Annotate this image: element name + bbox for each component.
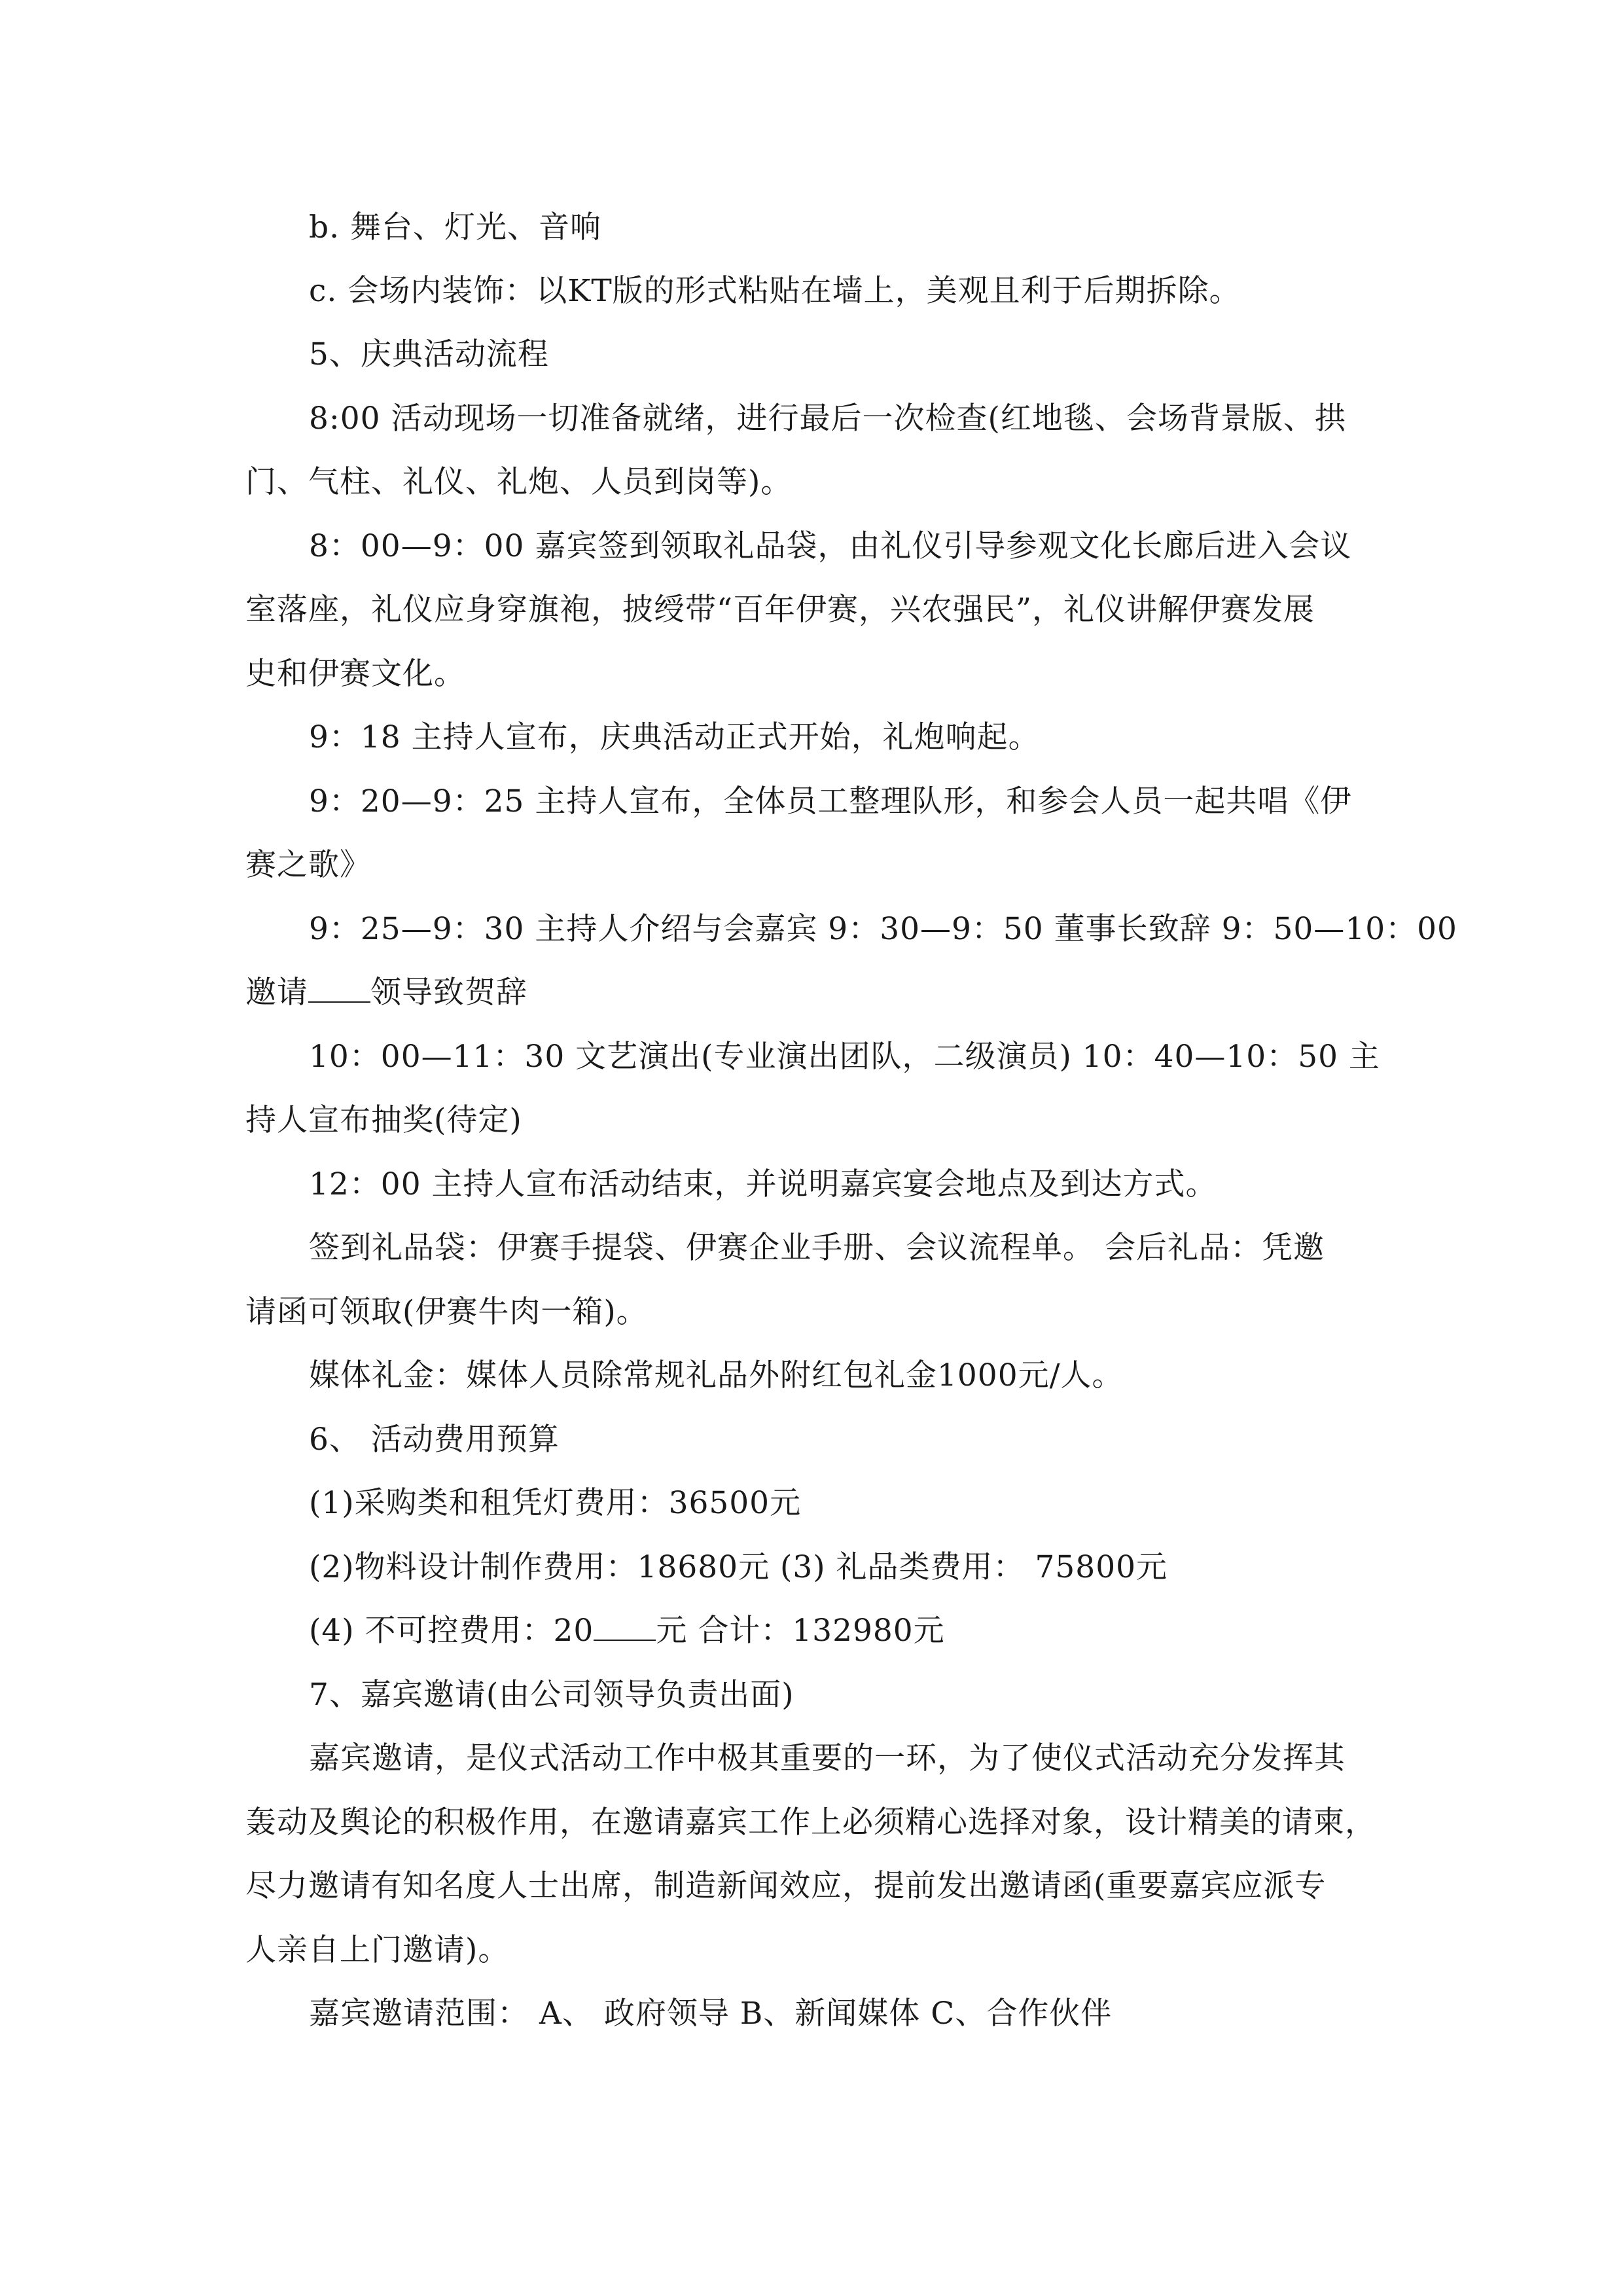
text-line: 请函可领取(伊赛牛肉一箱)。 (245, 1294, 648, 1330)
text-line (309, 1611, 945, 1651)
text-span: 领导致贺辞 (370, 975, 527, 1011)
section-heading: 6、 活动费用预算 (309, 1422, 560, 1458)
text-line: 12：00 主持人宣布活动结束，并说明嘉宾宴会地点及到达方式。 (309, 1166, 1217, 1202)
text-line: 9：25—9：30 主持人介绍与会嘉宾 9：30—9：50 董事长致辞 9：50—10：00 (309, 911, 1457, 947)
text-line (245, 973, 527, 1013)
text-line: 史和伊赛文化。 (245, 656, 465, 692)
text-line: 签到礼品袋：伊赛手提袋、伊赛企业手册、会议流程单。 会后礼品：凭邀 (309, 1230, 1325, 1266)
text-line: 嘉宾邀请，是仪式活动工作中极其重要的一环，为了使仪式活动充分发挥其 (309, 1740, 1346, 1776)
text-line: (1)采购类和租凭灯费用：36500元 (309, 1485, 802, 1521)
text-line: 尽力邀请有知名度人士出席，制造新闻效应，提前发出邀请函(重要嘉宾应派专 (245, 1868, 1327, 1904)
text-line: b. 舞台、灯光、音响 (309, 209, 601, 245)
text-line: 嘉宾邀请范围： A、 政府领导 B、新闻媒体 C、合作伙伴 (309, 1996, 1113, 2032)
text-line: 媒体礼金：媒体人员除常规礼品外附红包礼金1000元/人。 (309, 1357, 1124, 1393)
text-line: 9：20—9：25 主持人宣布，全体员工整理队形，和参会人员一起共唱《伊 (309, 783, 1352, 819)
section-heading: 7、嘉宾邀请(由公司领导负责出面) (309, 1677, 794, 1713)
text-span: 元 合计：132980元 (656, 1613, 945, 1649)
fill-in-blank (594, 1612, 656, 1641)
text-line: (2)物料设计制作费用：18680元 (3) 礼品类费用： 75800元 (309, 1549, 1168, 1585)
section-heading: 5、庆典活动流程 (309, 336, 549, 372)
text-line: 8：00—9：00 嘉宾签到领取礼品袋，由礼仪引导参观文化长廊后进入会议 (309, 528, 1352, 564)
text-span: (4) 不可控费用：20 (309, 1613, 594, 1649)
text-line: 门、气柱、礼仪、礼炮、人员到岗等)。 (245, 464, 793, 500)
text-span: 邀请 (245, 975, 308, 1011)
text-line: 10：00—11：30 文艺演出(专业演出团队，二级演员) 10：40—10：50 主 (309, 1039, 1380, 1075)
text-line: 赛之歌》 (245, 847, 371, 883)
text-line: 9：18 主持人宣布，庆典活动正式开始，礼炮响起。 (309, 719, 1040, 755)
text-line: 室落座，礼仪应身穿旗袍，披绶带“百年伊赛，兴农强民”，礼仪讲解伊赛发展 (245, 592, 1315, 628)
fill-in-blank (308, 974, 370, 1003)
text-line: 轰动及舆论的积极作用，在邀请嘉宾工作上必须精心选择对象，设计精美的请柬， (245, 1804, 1376, 1840)
text-line: 持人宣布抽奖(待定) (245, 1102, 522, 1138)
text-line: 人亲自上门邀请)。 (245, 1932, 510, 1968)
text-line: 8:00 活动现场一切准备就绪，进行最后一次检查(红地毯、会场背景版、拱 (309, 401, 1346, 437)
text-line: c. 会场内装饰：以KT版的形式粘贴在墙上，美观且利于后期拆除。 (309, 273, 1241, 309)
